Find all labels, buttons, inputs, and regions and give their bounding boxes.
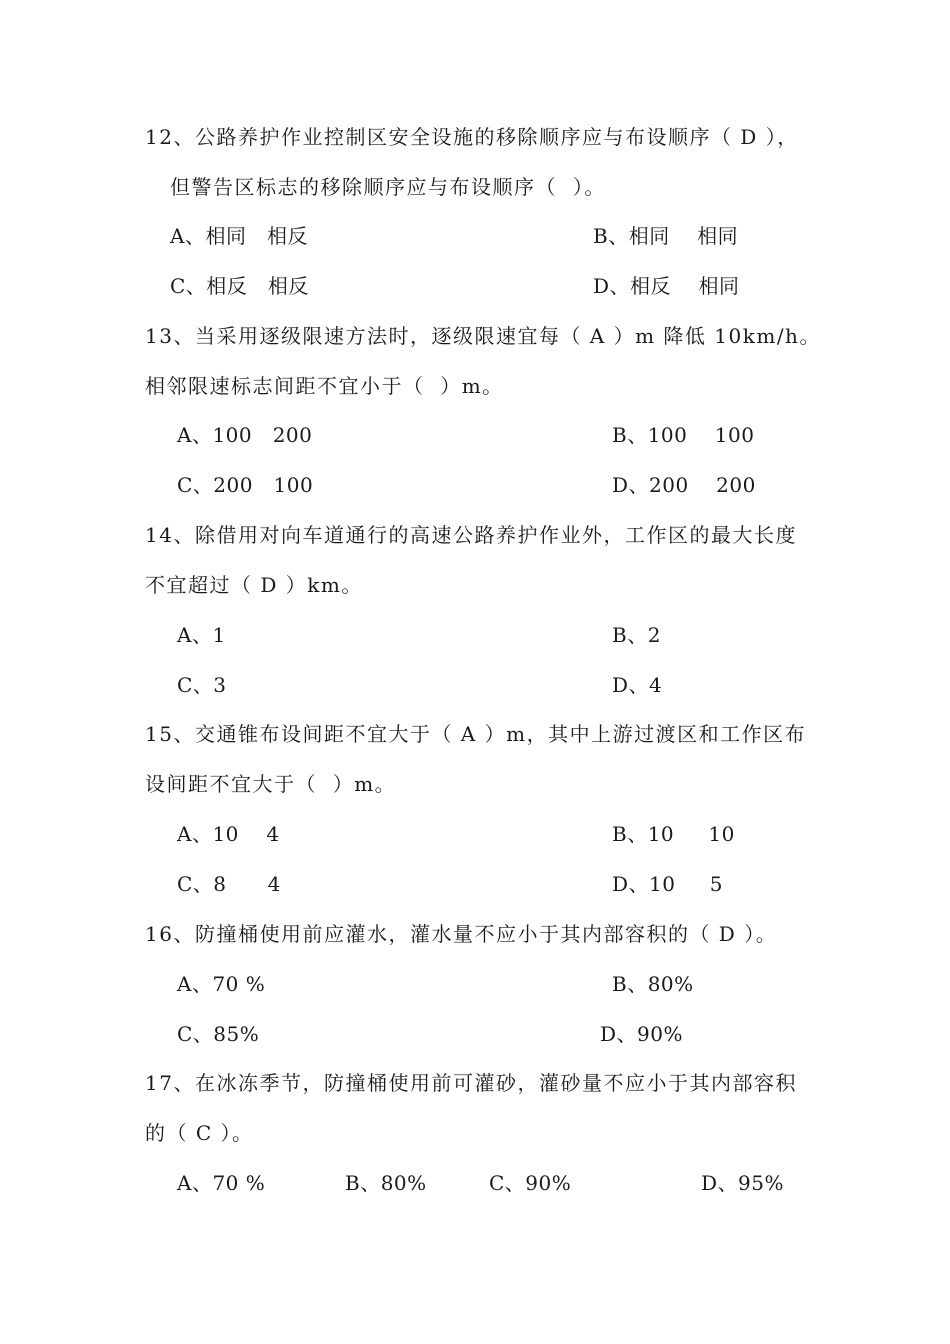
question-16-option-d: D、90% <box>600 1022 683 1046</box>
question-17-option-b: B、80% <box>345 1171 427 1195</box>
question-16-option-b: B、80% <box>612 972 694 996</box>
question-12-option-a: A、相同 相反 <box>170 224 309 248</box>
question-12-stem-line2: 但警告区标志的移除顺序应与布设顺序（ ）。 <box>170 175 606 199</box>
question-12-option-b: B、相同 相同 <box>593 224 739 248</box>
question-13-option-d: D、200 200 <box>612 473 756 497</box>
question-15-option-c: C、8 4 <box>177 872 281 896</box>
question-17-stem-line2: 的（ C ）。 <box>145 1121 254 1145</box>
question-16-stem-line1: 16、防撞桶使用前应灌水，灌水量不应小于其内部容积的（ D ）。 <box>145 922 778 946</box>
question-14-stem-line1: 14、除借用对向车道通行的高速公路养护作业外，工作区的最大长度 <box>145 523 797 547</box>
question-17-option-d: D、95% <box>701 1171 784 1195</box>
question-14-stem-line2: 不宜超过（ D ）km。 <box>145 573 363 597</box>
question-13-stem-line2: 相邻限速标志间距不宜小于（ ）m。 <box>145 374 504 398</box>
question-13-option-b: B、100 100 <box>612 423 755 447</box>
question-14-option-b: B、2 <box>612 623 661 647</box>
question-14-option-a: A、1 <box>177 623 226 647</box>
question-17-option-c: C、90% <box>489 1171 572 1195</box>
question-15-stem-line1: 15、交通锥布设间距不宜大于（ A ）m，其中上游过渡区和工作区布 <box>145 722 807 746</box>
question-14-option-d: D、4 <box>612 673 663 697</box>
question-12-stem-line1: 12、公路养护作业控制区安全设施的移除顺序应与布设顺序（ D ）， <box>145 125 799 149</box>
question-15-stem-line2: 设间距不宜大于（ ）m。 <box>145 772 397 796</box>
question-14-option-c: C、3 <box>177 673 227 697</box>
question-15-option-a: A、10 4 <box>177 822 280 846</box>
question-17-option-a: A、70 % <box>177 1171 266 1195</box>
question-13-stem-line1: 13、当采用逐级限速方法时，逐级限速宜每（ A ）m 降低 10km/h。 <box>145 324 821 348</box>
question-17-stem-line1: 17、在冰冻季节，防撞桶使用前可灌砂，灌砂量不应小于其内部容积 <box>145 1071 797 1095</box>
question-16-option-a: A、70 % <box>177 972 266 996</box>
question-16-option-c: C、85% <box>177 1022 260 1046</box>
question-13-option-c: C、200 100 <box>177 473 314 497</box>
question-15-option-d: D、10 5 <box>612 872 723 896</box>
question-13-option-a: A、100 200 <box>177 423 313 447</box>
question-12-option-d: D、相反 相同 <box>593 274 740 298</box>
question-15-option-b: B、10 10 <box>612 822 735 846</box>
question-12-option-c: C、相反 相反 <box>170 274 309 298</box>
